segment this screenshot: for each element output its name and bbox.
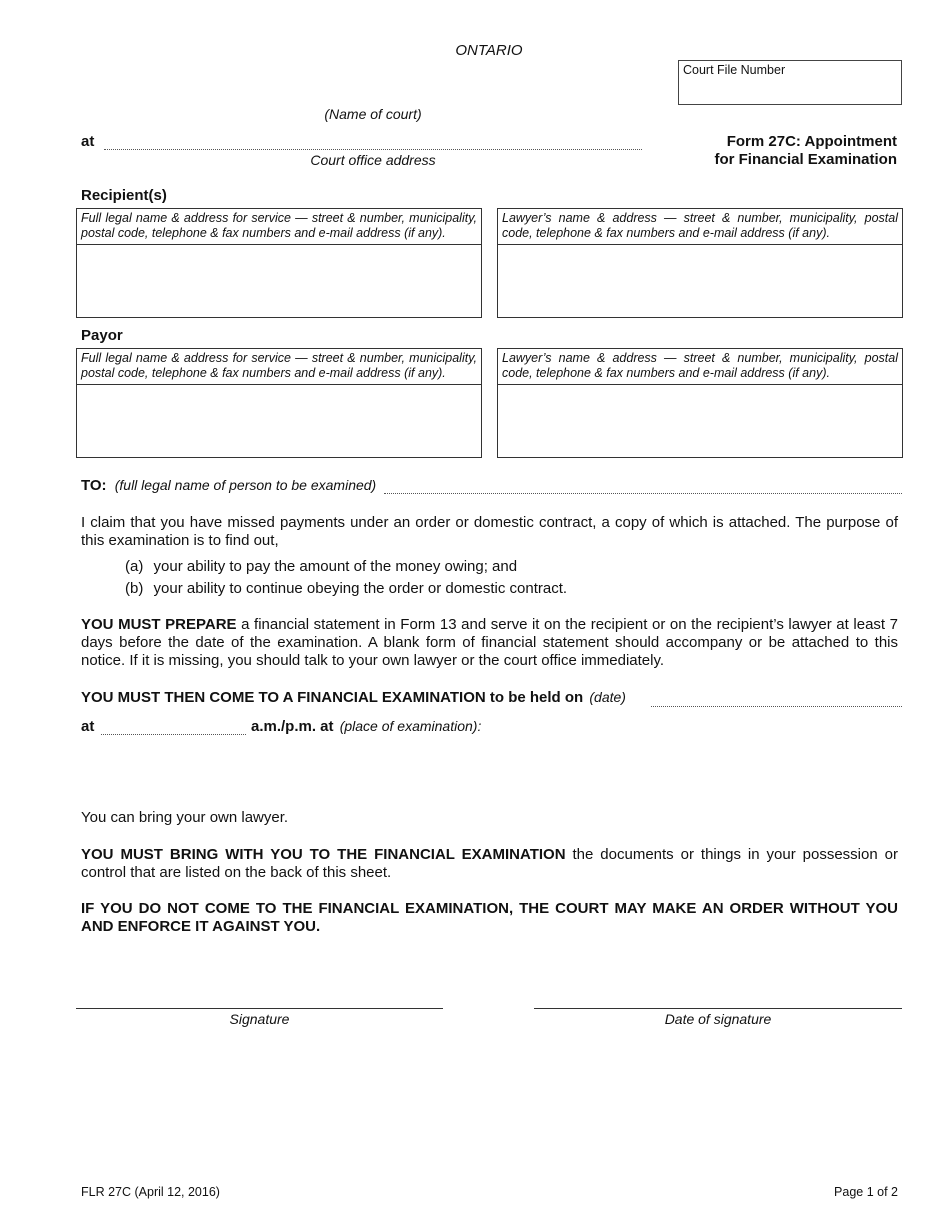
recipient-heading: Recipient(s): [81, 187, 167, 204]
item-a-text: your ability to pay the amount of the money owing; and: [153, 558, 518, 575]
name-of-court-label: (Name of court): [324, 106, 422, 122]
exam-at-label: at: [81, 718, 95, 735]
recipient-lawyer-box[interactable]: [497, 208, 903, 318]
exam-date-line[interactable]: [651, 706, 902, 707]
jurisdiction-heading: ONTARIO: [455, 42, 523, 59]
signature-label: Signature: [229, 1011, 290, 1027]
recipient-lawyer-box-label: Lawyer’s name & address — street & number, municipality, postal code, telephone & fax numbers and e-mail address (if any).: [498, 209, 902, 245]
form-title: [714, 133, 897, 169]
item-b-text: your ability to continue obeying the order or domestic contract.: [153, 580, 568, 597]
date-of-signature-line[interactable]: [534, 1008, 902, 1009]
payor-lawyer-box[interactable]: [497, 348, 903, 458]
to-hint: (full legal name of person to be examined): [114, 477, 377, 493]
recipient-party-box[interactable]: [76, 208, 482, 318]
form-code: FLR 27C (April 12, 2016): [81, 1185, 220, 1199]
lawyer-note: You can bring your own lawyer.: [81, 809, 289, 826]
person-examined-line[interactable]: [384, 493, 902, 494]
exam-place-hint: (place of examination):: [339, 718, 482, 734]
court-office-address-label: Court office address: [310, 152, 436, 168]
form-title-line1: Form 27C: Appointment: [726, 133, 897, 150]
item-b: [125, 580, 825, 598]
form-title-line2: for Financial Examination: [714, 151, 897, 168]
signature-line[interactable]: [76, 1008, 443, 1009]
court-at-label: at: [81, 133, 95, 150]
court-office-address-line[interactable]: [104, 149, 642, 150]
court-file-number-label: Court File Number: [683, 63, 786, 77]
page-number: Page 1 of 2: [834, 1185, 898, 1199]
exam-place-row: [251, 718, 481, 735]
exam-bold: YOU MUST THEN COME TO A FINANCIAL EXAMINATION to be held on: [81, 689, 584, 706]
court-file-number-field[interactable]: [678, 60, 902, 105]
exam-date-row: [81, 689, 626, 706]
prepare-paragraph: [81, 616, 898, 670]
prepare-bold: YOU MUST PREPARE: [81, 616, 237, 633]
date-of-signature-label: Date of signature: [664, 1011, 772, 1027]
payor-party-box-label: Full legal name & address for service — street & number, municipality, postal code, telephone & fax numbers and e-mail address (if any).: [77, 349, 481, 385]
exam-date-hint: (date): [589, 689, 626, 705]
payor-lawyer-box-label: Lawyer’s name & address — street & number, municipality, postal code, telephone & fax numbers and e-mail address (if any).: [498, 349, 902, 385]
item-a-marker: (a): [125, 558, 144, 575]
warning-paragraph: IF YOU DO NOT COME TO THE FINANCIAL EXAMINATION, THE COURT MAY MAKE AN ORDER WITHOUT YOU AND ENFORCE IT AGAINST YOU.: [81, 900, 898, 935]
bring-paragraph: [81, 846, 898, 882]
bring-bold: YOU MUST BRING WITH YOU TO THE FINANCIAL EXAMINATION: [81, 846, 566, 863]
to-row: [81, 477, 376, 494]
claim-paragraph: I claim that you have missed payments under an order or domestic contract, a copy of which is attached. The purpose of this examination is to find out,: [81, 514, 898, 549]
bring-rest: the documents or things in your possession or control that are listed on the back of this sheet.: [81, 846, 898, 881]
payor-party-box[interactable]: [76, 348, 482, 458]
prepare-rest: a financial statement in Form 13 and serve it on the recipient or on the recipient’s lawyer at least 7 days before the date of the examination. A blank form of financial statement should accompany or be attached to this notice. If it is missing, you should talk to your own lawyer or the court office immediately.: [81, 616, 898, 669]
recipient-party-box-label: Full legal name & address for service — street & number, municipality, postal code, telephone & fax numbers and e-mail address (if any).: [77, 209, 481, 245]
payor-heading: Payor: [81, 327, 123, 344]
exam-time-label: a.m./p.m. at: [251, 718, 334, 735]
item-a: [125, 558, 825, 576]
item-b-marker: (b): [125, 580, 144, 597]
to-label: TO:: [81, 477, 107, 494]
exam-time-line[interactable]: [101, 734, 246, 735]
